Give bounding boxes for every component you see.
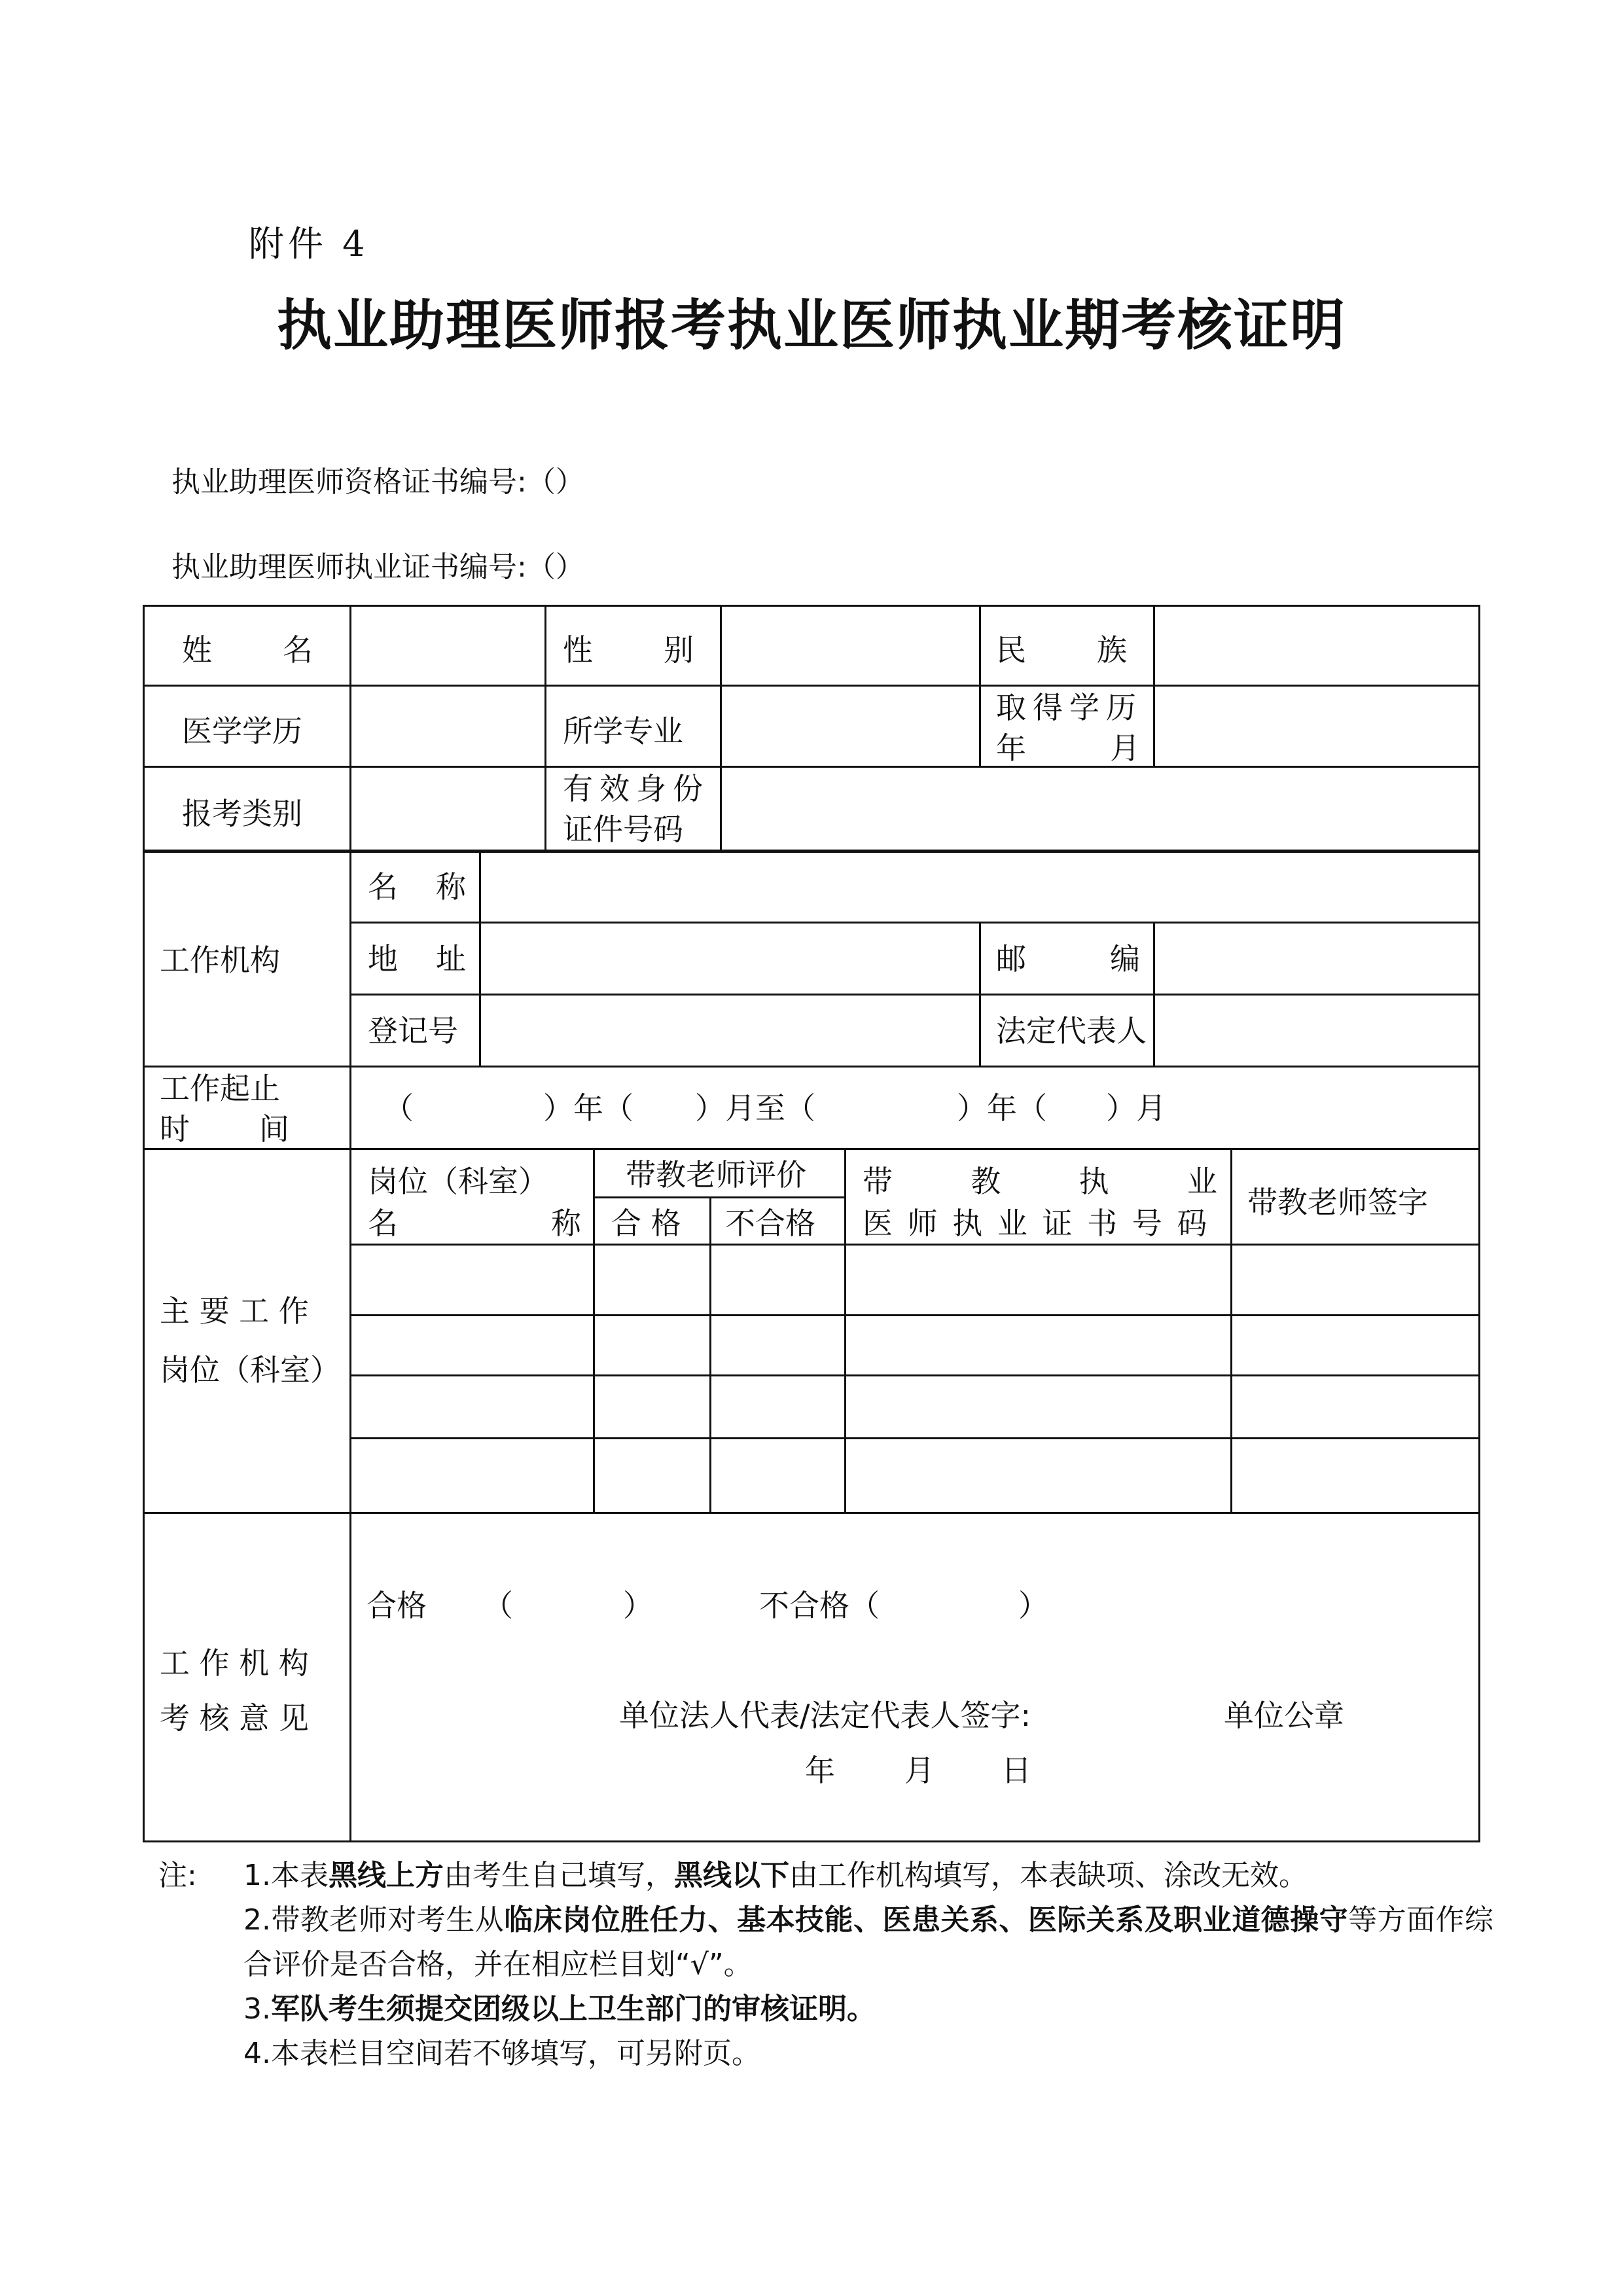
id-number-label: 证件号码	[563, 812, 683, 847]
institution-address-label: 地 址	[368, 941, 466, 977]
major-label: 所学专业	[563, 713, 683, 749]
notes-section	[158, 1854, 1493, 2076]
date-month: 月	[904, 1753, 935, 1788]
table-line	[1153, 605, 1155, 766]
gender-label: 性 别	[563, 632, 694, 668]
note-4: 4.本表栏目空间若不够填写，可另附页。	[243, 2037, 760, 2070]
education-label: 医学学历	[182, 713, 302, 749]
table-line	[349, 1374, 1480, 1376]
review-label: 工 作 机 构	[160, 1645, 309, 1681]
teacher-certificate-label: 带 教 执 业	[863, 1164, 1217, 1199]
table-line	[349, 922, 1480, 924]
teacher-certificate-number-label: 医 师 执 业 证 书 号 码	[863, 1206, 1210, 1241]
work-period-time-label: 时 间	[160, 1111, 289, 1147]
ethnicity-label: 民 族	[996, 632, 1127, 668]
table-line	[143, 1512, 1480, 1514]
table-line	[349, 1437, 1480, 1439]
name-label: 姓 名	[182, 632, 313, 668]
legal-representative-label: 法定代表人	[996, 1013, 1147, 1049]
table-line	[143, 605, 145, 1842]
black-divider-line	[143, 850, 1480, 853]
table-line	[143, 1066, 1480, 1067]
attachment-label: 附件 4	[249, 223, 369, 264]
fail-column-label: 不合格	[725, 1206, 815, 1241]
signature-label: 单位法人代表/法定代表人签字:	[619, 1698, 1031, 1733]
main-post-label: 主 要 工 作	[160, 1293, 309, 1329]
id-document-label: 有效身份	[563, 771, 709, 806]
teacher-evaluation-label: 带教老师评价	[626, 1157, 806, 1193]
review-opinion-label: 考 核 意 见	[160, 1700, 309, 1736]
table-line	[593, 1148, 595, 1512]
table-line	[143, 766, 1480, 768]
table-line	[544, 605, 546, 850]
institution-label: 工作机构	[160, 942, 280, 978]
table-line	[479, 851, 481, 1066]
work-period-year-1: ）年（	[543, 1090, 633, 1126]
table-line	[979, 605, 981, 766]
note-3: 3.军队考生须提交团级以上卫生部门的审核证明。	[243, 1992, 876, 2026]
date-year: 年	[805, 1753, 835, 1788]
table-line	[593, 1196, 846, 1198]
table-line	[349, 994, 1480, 996]
exam-category-label: 报考类别	[182, 796, 302, 831]
practice-number-label: 执业助理医师执业证书编号:（）	[171, 550, 584, 584]
review-pass-close: ）	[623, 1588, 653, 1623]
notes-label: 注:	[158, 1859, 197, 1892]
institution-name-label: 名 称	[368, 869, 466, 905]
postcode-label: 邮 编	[996, 941, 1140, 977]
work-period-year-2: ）年（	[957, 1090, 1047, 1126]
table-line	[1230, 1148, 1232, 1512]
main-post-dept-label: 岗位（科室）	[160, 1352, 340, 1388]
degree-date-label: 取得学历	[996, 690, 1143, 725]
table-line	[349, 605, 351, 1842]
note-2: 2.带教老师对考生从临床岗位胜任力、基本技能、医患关系、医际关系及职业道德操守等方面作综合评价是否合格，并在相应栏目划“√”。	[243, 1903, 1494, 1981]
review-pass-open: （	[483, 1588, 513, 1623]
table-line	[844, 1148, 846, 1512]
work-period-month-2: ）月	[1106, 1090, 1166, 1126]
page-title: 执业助理医师报考执业医师执业期考核证明	[276, 293, 1346, 357]
pass-column-label: 合 格	[611, 1206, 681, 1241]
table-line	[709, 1196, 711, 1512]
cert-number-label: 执业助理医师资格证书编号:（）	[171, 465, 584, 499]
table-line	[143, 1148, 1480, 1150]
review-pass-label: 合格	[366, 1588, 427, 1623]
date-day: 日	[1001, 1753, 1031, 1788]
work-period-month-to: ）月至（	[695, 1090, 815, 1126]
table-line	[143, 685, 1480, 687]
post-name-label: 岗位（科室）	[368, 1164, 548, 1199]
table-line	[720, 605, 722, 850]
degree-date-unit: 年 月	[996, 730, 1140, 766]
post-name-unit: 名 称	[368, 1206, 581, 1241]
work-period-label: 工作起止	[160, 1071, 280, 1106]
table-line	[349, 1314, 1480, 1316]
unit-seal-label: 单位公章	[1224, 1698, 1344, 1733]
table-line	[143, 605, 1480, 607]
review-fail-close: ）	[1018, 1588, 1048, 1623]
table-line	[1478, 605, 1480, 1842]
review-fail-label: 不合格（	[759, 1588, 880, 1623]
registration-number-label: 登记号	[368, 1013, 458, 1049]
table-line	[979, 922, 981, 1066]
table-line	[1153, 922, 1155, 1066]
table-line	[143, 1840, 1480, 1842]
note-1: 注: 1.本表黑线上方由考生自己填写，黑线以下由工作机构填写，本表缺项、涂改无效。	[158, 1854, 1493, 1898]
work-period-open: （	[383, 1090, 414, 1126]
teacher-signature-label: 带教老师签字	[1247, 1185, 1428, 1220]
